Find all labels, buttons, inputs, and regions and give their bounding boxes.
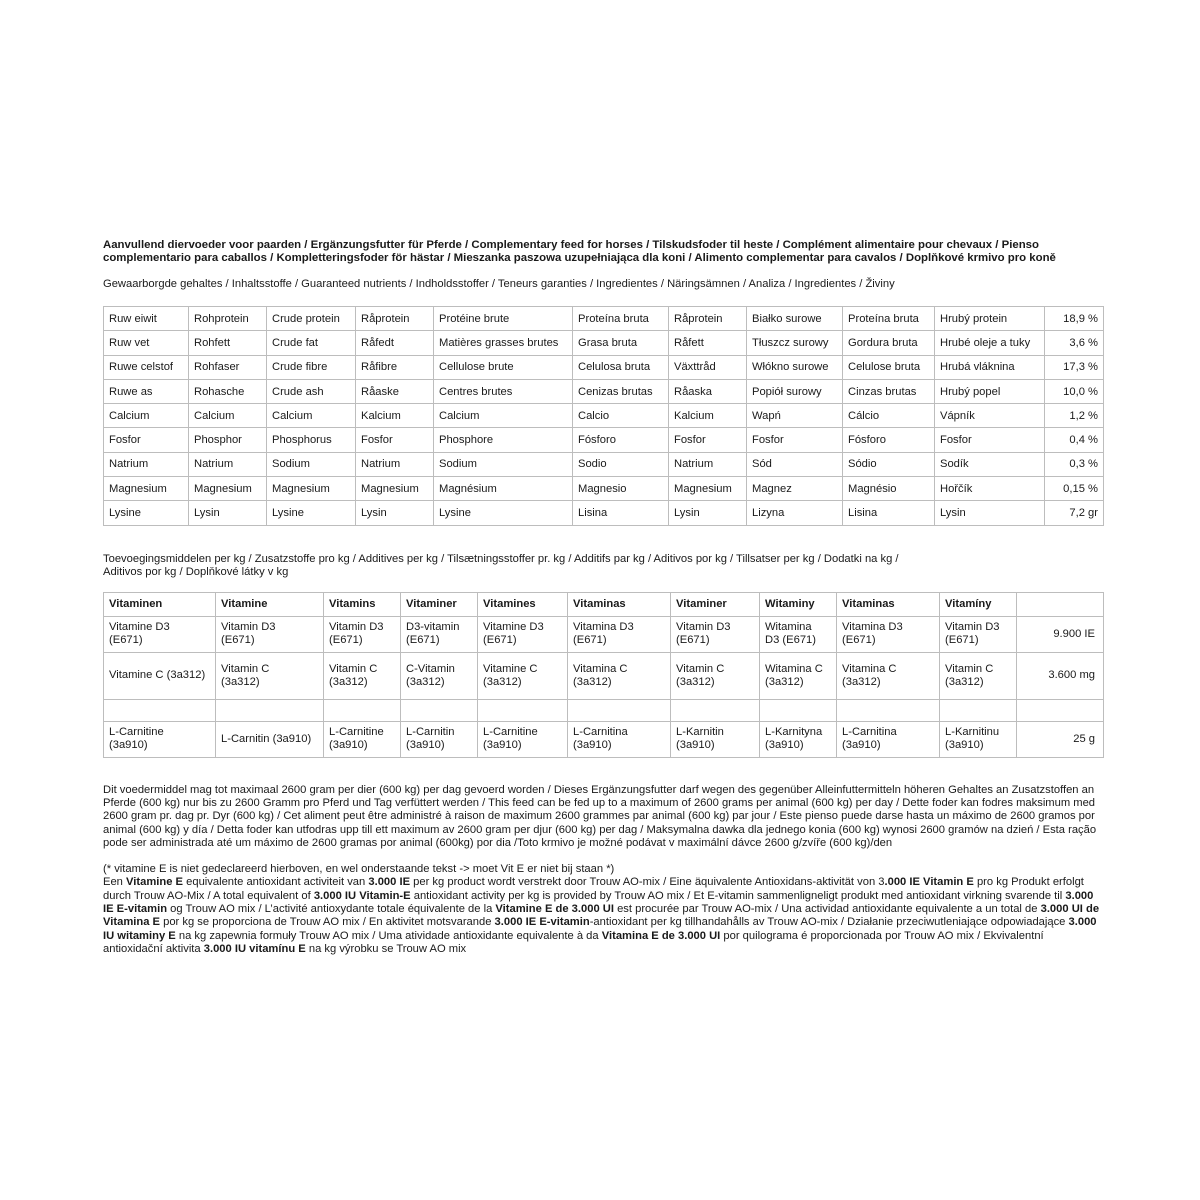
nutrient-name-cell: Hrubý popel [935, 379, 1045, 403]
nutrient-name-cell: Hořčík [935, 477, 1045, 501]
additive-name-line: Vitamin D3 [945, 621, 1000, 634]
nutrient-name-cell: Sodík [935, 452, 1045, 476]
additive-name-line: (3a910) [842, 739, 881, 752]
additives-header-cell: Vitaminas [568, 592, 671, 616]
vitamin-e-paragraph [103, 863, 1103, 956]
nutrient-name-cell: Fosfor [356, 428, 434, 452]
table-row [104, 721, 1104, 757]
bold-text-run: 3.000 IU vitamínu E [203, 942, 306, 955]
nutrient-name-cell: Protéine brute [434, 307, 573, 331]
nutrients-heading: Gewaarborgde gehaltes / Inhaltsstoffe / Guaranteed nutrients / Indholdsstoffer / Teneurs garanties / Ingredientes / Näringsämnen / Analiza / Ingredientes / Živiny [103, 278, 895, 290]
additive-name-cell [940, 721, 1017, 757]
additive-name-line: Vitamine D3 [483, 621, 544, 634]
additive-name-line: L-Karnityna [765, 726, 823, 739]
nutrient-name-cell: Calcio [573, 404, 669, 428]
additive-name-line: Vitamin D3 [221, 621, 276, 634]
additive-name-cell [568, 721, 671, 757]
additive-name-cell [104, 699, 216, 721]
additives-header-cell: Vitamines [478, 592, 568, 616]
additive-name-line: C-Vitamin [406, 662, 455, 675]
additive-name-cell [940, 652, 1017, 699]
additives-header-cell: Vitaminer [671, 592, 760, 616]
additive-name-cell [760, 652, 837, 699]
additive-value-cell [1017, 699, 1104, 721]
bold-text-run: Vitamine E de 3.000 UI [495, 903, 614, 916]
bold-text-run: .000 IE Vitamin E [884, 876, 974, 889]
nutrient-name-cell: Sód [747, 452, 843, 476]
table-row [104, 477, 1104, 501]
bold-text-run: Vitamine E [126, 876, 184, 889]
table-row [104, 307, 1104, 331]
nutrients-table [103, 306, 1104, 526]
additives-header-cell: Vitamins [324, 592, 401, 616]
table-row [104, 616, 1104, 652]
additive-name-line: (E671) [221, 634, 255, 647]
nutrient-name-cell: Kalcium [669, 404, 747, 428]
additive-name-line: Witamina [765, 621, 812, 634]
text-run: -antioxidant per kg tillhandahålls av Trouw AO-mix / Działanie przeciwutleniające odpowiadające [589, 916, 1069, 929]
additive-name-line: Vitamine D3 [109, 621, 170, 634]
nutrient-name-cell: Cinzas brutas [843, 379, 935, 403]
nutrient-name-cell: Kalcium [356, 404, 434, 428]
nutrient-name-cell: Phosphor [189, 428, 267, 452]
additive-name-cell [104, 616, 216, 652]
table-row [104, 699, 1104, 721]
nutrient-value-cell: 17,3 % [1045, 355, 1104, 379]
additives-header-cell: Vitaminer [401, 592, 478, 616]
additive-name-line: (3a910) [945, 739, 984, 752]
text-run: antioxidant activity per kg is provided by Trouw AO mix / Et E-vitamin sammenligneligt produkt med antioxidant virkning svarende til [410, 889, 1066, 902]
additive-name-line: (3a312) [483, 675, 522, 688]
additive-name-cell [568, 652, 671, 699]
additive-name-line: (3a312) [329, 675, 368, 688]
additive-name-line: L-Karnitinu [945, 726, 1000, 739]
nutrient-name-cell: Magnesio [573, 477, 669, 501]
nutrient-name-cell: Lysine [267, 501, 356, 525]
nutrient-name-cell: Vápník [935, 404, 1045, 428]
additive-name-line: Vitamina C [842, 662, 897, 675]
additive-name-cell [478, 721, 568, 757]
additive-name-line: Vitamin C [676, 662, 725, 675]
additives-header-cell: Witaminy [760, 592, 837, 616]
bold-text-run: 3.000 IE E-vitamin [494, 916, 590, 929]
nutrient-name-cell: Proteína bruta [843, 307, 935, 331]
additive-name-line: (3a910) [406, 739, 445, 752]
nutrient-name-cell: Sodium [434, 452, 573, 476]
nutrient-name-cell: Matières grasses brutes [434, 331, 573, 355]
nutrient-name-cell: Natrium [669, 452, 747, 476]
additive-name-line: Vitamin C [329, 662, 378, 675]
additive-name-line: Vitamina C [573, 662, 628, 675]
nutrient-name-cell: Włókno surowe [747, 355, 843, 379]
additive-name-line: (E671) [842, 634, 876, 647]
nutrient-name-cell: Magnesium [189, 477, 267, 501]
nutrient-name-cell: Grasa bruta [573, 331, 669, 355]
nutrient-name-cell: Magnesium [356, 477, 434, 501]
nutrient-value-cell: 1,2 % [1045, 404, 1104, 428]
additive-name-line: (E671) [329, 634, 363, 647]
additive-name-cell [401, 721, 478, 757]
nutrient-name-cell: Phosphorus [267, 428, 356, 452]
additive-name-cell [568, 699, 671, 721]
table-row [104, 428, 1104, 452]
nutrient-name-cell: Celulose bruta [843, 355, 935, 379]
additive-name-cell [760, 721, 837, 757]
additive-name-line: L-Carnitina [842, 726, 897, 739]
nutrient-name-cell: Tłuszcz surowy [747, 331, 843, 355]
additive-name-line: Vitamin D3 [676, 621, 731, 634]
bold-text-run: 3.000 IE E-vitamin [103, 889, 1094, 916]
additive-name-line: (E671) [573, 634, 607, 647]
dosage-paragraph: Dit voedermiddel mag tot maximaal 2600 gram per dier (600 kg) per dag gevoerd worden / Dieses Ergänzungsfutter darf wegen des gegenüber Alleinfuttermitteln höheren Gehaltes an Zusatzstoffen an Pferde (600 kg) nur bis zu 2600 Gramm pro Pferd und Tag verfüttert werden / This feed can be fed up to a maximum of 2600 grams per animal (600 kg) per day / Dette foder kan fodres maksimum med 2600 gram pr. dag pr. Dyr (600 kg) / Cet aliment peut être administré à raison de maximum 2600 grammes par animal (600 kg) par jour / Este pienso puede darse hasta un máximo de 2600 gramos por animal (600 kg) y día / Detta foder kan utfodras upp till ett maximum av 2600 gram per djur (600 kg) per dag / Maksymalna dawka dla jednego konia (600 kg) wynosi 2600 gramów na dzień / Esta ração pode ser administrada até um máximo de 2600 gramas por animal (600kg) por dia /Toto krmivo je možné podávat v maximální dávce 2600 g/zvíře (600 kg)/den [103, 783, 1097, 849]
nutrient-name-cell: Hrubé oleje a tuky [935, 331, 1045, 355]
additive-value-cell: 25 g [1017, 721, 1104, 757]
nutrient-value-cell: 10,0 % [1045, 379, 1104, 403]
additive-name-line: (3a312) [842, 675, 881, 688]
nutrient-name-cell: Fosfor [669, 428, 747, 452]
additive-name-cell [837, 721, 940, 757]
additive-name-cell [216, 699, 324, 721]
nutrient-name-cell: Hrubá vláknina [935, 355, 1045, 379]
table-row [104, 331, 1104, 355]
additives-header-cell: Vitamine [216, 592, 324, 616]
additive-name-line: (3a312) [406, 675, 445, 688]
nutrient-name-cell: Magnez [747, 477, 843, 501]
additive-name-cell [940, 616, 1017, 652]
document-title: Aanvullend diervoeder voor paarden / Ergänzungsfutter für Pferde / Complementary feed for horses / Tilskudsfoder til heste / Complément alimentaire pour chevaux / Pienso complementario para caballos / Kompletteringsfoder för hästar / Mieszanka paszowa uzupełniająca dla koni / Alimento complementar para cavalos / Doplňkové krmivo pro koně [103, 239, 1056, 264]
nutrient-name-cell: Lysin [669, 501, 747, 525]
additive-name-line: (E671) [109, 634, 143, 647]
table-row [104, 404, 1104, 428]
nutrient-name-cell: Magnesium [267, 477, 356, 501]
additive-name-line: (3a910) [573, 739, 612, 752]
additive-name-cell [216, 616, 324, 652]
additive-name-line: (3a312) [573, 675, 612, 688]
nutrient-name-cell: Calcium [434, 404, 573, 428]
additive-name-line: Witamina C [765, 662, 823, 675]
additive-name-cell [837, 699, 940, 721]
nutrient-name-cell: Sódio [843, 452, 935, 476]
additive-name-cell [401, 652, 478, 699]
nutrient-name-cell: Magnésio [843, 477, 935, 501]
text-run: na kg zapewnia formuły Trouw AO mix / Uma atividade antioxidante equivalente à da [175, 929, 602, 942]
additives-header-cell: Vitaminen [104, 592, 216, 616]
additive-name-cell [216, 721, 324, 757]
nutrient-name-cell: Calcium [267, 404, 356, 428]
nutrient-name-cell: Cálcio [843, 404, 935, 428]
bold-text-run: 3.000 UI de Vitamina E [103, 903, 1100, 929]
additive-name-line: Vitamin D3 [329, 621, 384, 634]
additive-name-line: (E671) [676, 634, 710, 647]
additive-value-cell: 9.900 IE [1017, 616, 1104, 652]
nutrient-value-cell: 0,4 % [1045, 428, 1104, 452]
additive-name-cell [760, 699, 837, 721]
additive-name-line: D3 (E671) [765, 634, 816, 647]
text-run: est procurée par Trouw AO-mix / Una actividad antioxidante equivalente a un total de [613, 903, 1041, 916]
additive-name-line: (E671) [483, 634, 517, 647]
nutrient-value-cell: 7,2 gr [1045, 501, 1104, 525]
additive-name-cell [401, 699, 478, 721]
text-run: pro kg Produkt erfolgt durch Trouw AO-Mix / A total equivalent of [103, 876, 1084, 902]
additive-name-cell [760, 616, 837, 652]
additive-name-line: Vitamine C (3a312) [109, 669, 206, 682]
bold-text-run: 3.000 IU Vitamin-E [313, 889, 411, 902]
nutrient-name-cell: Ruwe celstof [104, 355, 189, 379]
nutrient-name-cell: Phosphore [434, 428, 573, 452]
nutrient-name-cell: Fosfor [935, 428, 1045, 452]
text-run: por kg se proporciona de Trouw AO mix / En aktivitet motsvarande [160, 916, 495, 929]
bold-text-run: 3.000 IE [368, 876, 411, 889]
additive-value-cell: 3.600 mg [1017, 652, 1104, 699]
nutrient-name-cell: Natrium [189, 452, 267, 476]
nutrient-name-cell: Popiół surowy [747, 379, 843, 403]
additive-name-line: (3a312) [765, 675, 804, 688]
additive-name-cell [837, 616, 940, 652]
text-run: equivalente antioxidant activiteit van [183, 876, 369, 889]
additives-heading: Toevoegingsmiddelen per kg / Zusatzstoffe pro kg / Additives per kg / Tilsætningsstoffer pr. kg / Additifs par kg / Aditivos por kg / Tillsatser per kg / Dodatki na kg / Aditivos por kg / Doplňkové látky v kg [103, 552, 899, 578]
additive-name-line: (3a910) [676, 739, 715, 752]
additive-name-cell [324, 652, 401, 699]
nutrient-name-cell: Lysin [356, 501, 434, 525]
table-row [104, 379, 1104, 403]
additive-name-cell [671, 721, 760, 757]
nutrient-name-cell: Fosfor [747, 428, 843, 452]
additive-name-cell [940, 699, 1017, 721]
additive-name-line: Vitamine C [483, 662, 538, 675]
additive-name-cell [324, 721, 401, 757]
text-run: Een [103, 876, 127, 889]
additive-name-cell [671, 616, 760, 652]
additive-name-line: (E671) [945, 634, 979, 647]
additive-name-cell [478, 699, 568, 721]
table-row [104, 452, 1104, 476]
additive-name-line: (3a910) [765, 739, 804, 752]
nutrient-value-cell: 0,15 % [1045, 477, 1104, 501]
additives-header-cell: Vitamíny [940, 592, 1017, 616]
additive-name-line: (3a312) [221, 675, 260, 688]
nutrient-name-cell: Magnesium [669, 477, 747, 501]
additive-name-line: (3a312) [676, 675, 715, 688]
additive-name-cell [104, 652, 216, 699]
table-row [104, 652, 1104, 699]
additive-name-line: (3a312) [945, 675, 984, 688]
nutrient-name-cell: Ruw vet [104, 331, 189, 355]
additive-name-cell [568, 616, 671, 652]
additive-name-cell [837, 652, 940, 699]
nutrient-name-cell: Råprotein [356, 307, 434, 331]
additive-name-cell [324, 699, 401, 721]
additive-name-cell [324, 616, 401, 652]
nutrient-name-cell: Lizyna [747, 501, 843, 525]
nutrient-name-cell: Sodium [267, 452, 356, 476]
nutrient-name-cell: Ruw eiwit [104, 307, 189, 331]
nutrient-name-cell: Rohasche [189, 379, 267, 403]
additive-name-cell [671, 699, 760, 721]
additive-name-cell [216, 652, 324, 699]
nutrient-name-cell: Lysine [434, 501, 573, 525]
additive-name-line: (3a910) [109, 739, 148, 752]
nutrient-name-cell: Råfedt [356, 331, 434, 355]
nutrient-name-cell: Rohfett [189, 331, 267, 355]
additive-name-line: (E671) [406, 634, 440, 647]
additive-name-line: Vitamin C [945, 662, 994, 675]
nutrient-name-cell: Rohfaser [189, 355, 267, 379]
additive-name-cell [478, 616, 568, 652]
nutrient-name-cell: Rohprotein [189, 307, 267, 331]
text-run: na kg výrobku se Trouw AO mix [305, 942, 467, 955]
nutrient-name-cell: Råfett [669, 331, 747, 355]
nutrient-name-cell: Magnésium [434, 477, 573, 501]
nutrient-name-cell: Celulosa bruta [573, 355, 669, 379]
nutrient-name-cell: Fósforo [573, 428, 669, 452]
nutrient-name-cell: Råaska [669, 379, 747, 403]
additive-name-line: Vitamina D3 [573, 621, 634, 634]
nutrient-name-cell: Råaske [356, 379, 434, 403]
nutrient-name-cell: Natrium [104, 452, 189, 476]
bold-text-run: 3.000 IU witaminy E [103, 916, 1097, 942]
nutrient-name-cell: Lisina [843, 501, 935, 525]
additive-name-line: L-Karnitin [676, 726, 724, 739]
text-run: og Trouw AO mix / L’activité antioxydante totale équivalente de la [167, 903, 496, 916]
nutrient-name-cell: Växttråd [669, 355, 747, 379]
additives-header-cell [1017, 592, 1104, 616]
additive-name-line: L-Carnitine [329, 726, 384, 739]
nutrient-name-cell: Proteína bruta [573, 307, 669, 331]
text-run: (* vitamine E is niet gedeclareerd hierboven, en wel onderstaande tekst -> moet Vit E er niet bij staan *) [103, 863, 615, 876]
text-run: per kg product wordt verstrekt door Trouw AO-mix / Eine äquivalente Antioxidans-aktivität von 3 [410, 876, 885, 889]
bold-text-run: Vitamina E de 3.000 UI [601, 929, 721, 942]
nutrient-name-cell: Fosfor [104, 428, 189, 452]
nutrient-value-cell: 0,3 % [1045, 452, 1104, 476]
nutrient-name-cell: Råprotein [669, 307, 747, 331]
nutrient-name-cell: Lisina [573, 501, 669, 525]
nutrient-name-cell: Sodio [573, 452, 669, 476]
nutrient-value-cell: 3,6 % [1045, 331, 1104, 355]
nutrient-name-cell: Cellulose brute [434, 355, 573, 379]
table-row [104, 355, 1104, 379]
nutrient-name-cell: Crude protein [267, 307, 356, 331]
nutrient-name-cell: Crude fat [267, 331, 356, 355]
additive-name-cell [104, 721, 216, 757]
additive-name-line: (3a910) [483, 739, 522, 752]
additive-name-line: D3-vitamin [406, 621, 460, 634]
additive-name-line: Vitamina D3 [842, 621, 903, 634]
additive-name-line: (3a910) [329, 739, 368, 752]
additive-name-line: L-Carnitina [573, 726, 628, 739]
nutrient-name-cell: Fósforo [843, 428, 935, 452]
nutrient-value-cell: 18,9 % [1045, 307, 1104, 331]
additive-name-line: L-Carnitin [406, 726, 455, 739]
nutrient-name-cell: Magnesium [104, 477, 189, 501]
nutrient-name-cell: Ruwe as [104, 379, 189, 403]
nutrient-name-cell: Gordura bruta [843, 331, 935, 355]
nutrient-name-cell: Białko surowe [747, 307, 843, 331]
additive-name-cell [671, 652, 760, 699]
additive-name-line: L-Carnitine [109, 726, 164, 739]
text-run: por quilograma é proporcionada por Trouw AO mix / Ekvivalentní antioxidační aktivita [103, 929, 1044, 955]
additive-name-line: Vitamin C [221, 662, 270, 675]
table-row [104, 501, 1104, 525]
additive-name-line: L-Carnitin (3a910) [221, 732, 312, 745]
nutrient-name-cell: Lysin [189, 501, 267, 525]
nutrient-name-cell: Calcium [104, 404, 189, 428]
nutrient-name-cell: Calcium [189, 404, 267, 428]
additives-header-row [104, 592, 1104, 616]
nutrient-name-cell: Crude fibre [267, 355, 356, 379]
nutrient-name-cell: Natrium [356, 452, 434, 476]
nutrient-name-cell: Crude ash [267, 379, 356, 403]
additive-name-cell [401, 616, 478, 652]
nutrient-name-cell: Cenizas brutas [573, 379, 669, 403]
additives-table [103, 592, 1104, 758]
additive-name-cell [478, 652, 568, 699]
nutrient-name-cell: Wapń [747, 404, 843, 428]
nutrient-name-cell: Lysin [935, 501, 1045, 525]
label-document [103, 239, 1103, 956]
nutrient-name-cell: Centres brutes [434, 379, 573, 403]
nutrient-name-cell: Lysine [104, 501, 189, 525]
additive-name-line: L-Carnitine [483, 726, 538, 739]
nutrient-name-cell: Råfibre [356, 355, 434, 379]
additives-header-cell: Vitaminas [837, 592, 940, 616]
nutrient-name-cell: Hrubý protein [935, 307, 1045, 331]
